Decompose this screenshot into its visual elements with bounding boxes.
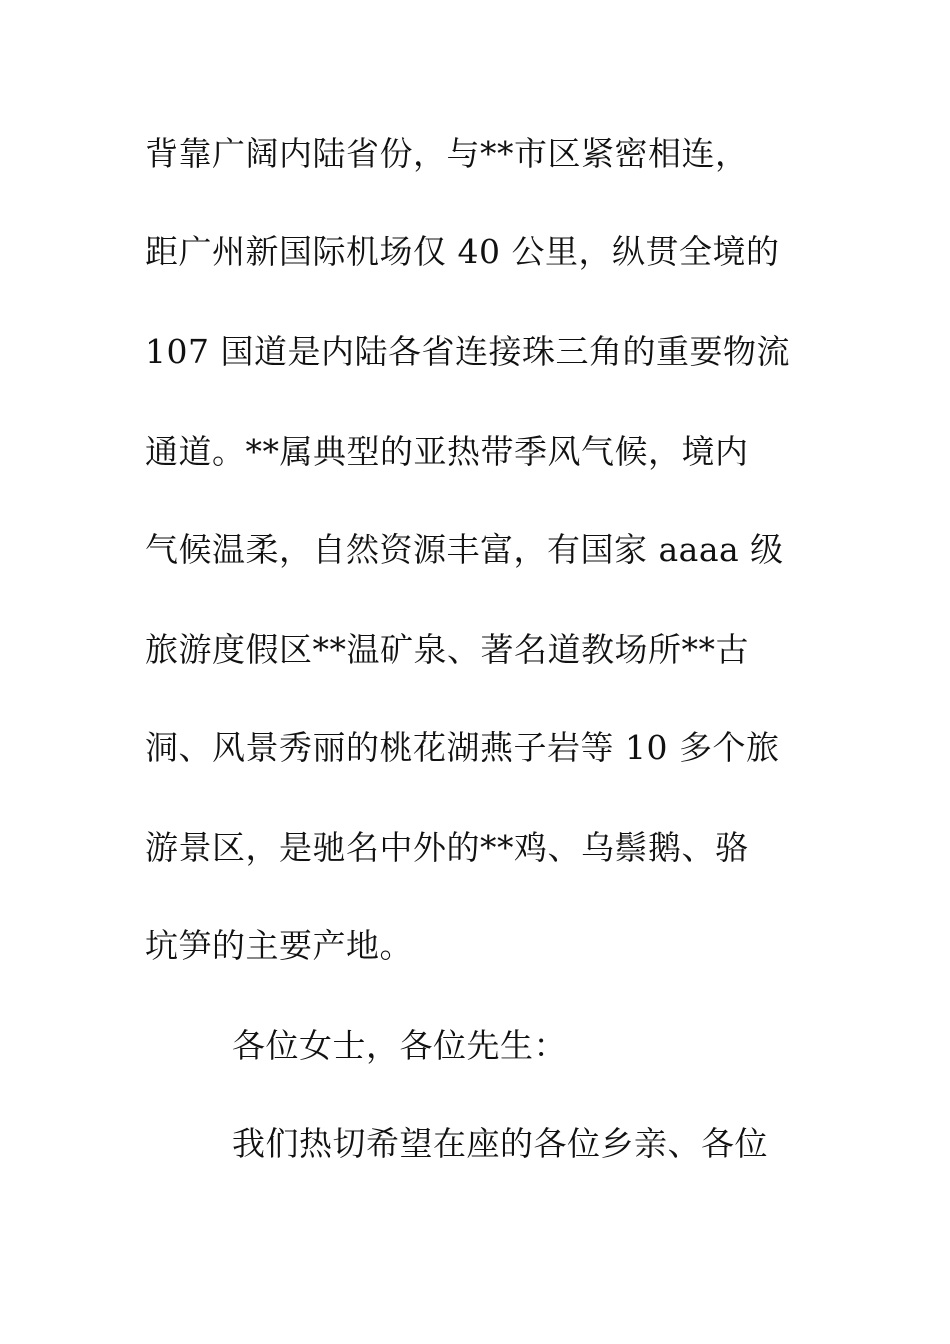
paragraph-line-1: 背靠广阔内陆省份，与**市区紧密相连， (145, 134, 749, 173)
closing-paragraph-line: 我们热切希望在座的各位乡亲、各位 (232, 1124, 768, 1163)
paragraph-line-2: 距广州新国际机场仅 40 公里，纵贯全境的 (145, 232, 780, 271)
paragraph-line-5: 气候温柔，自然资源丰富，有国家 aaaa 级 (145, 530, 784, 569)
paragraph-line-3: 107 国道是内陆各省连接珠三角的重要物流 (145, 332, 790, 371)
greeting-line: 各位女士，各位先生： (232, 1026, 567, 1065)
paragraph-line-9: 坑笋的主要产地。 (145, 926, 413, 965)
paragraph-line-4: 通道。**属典型的亚热带季风气候，境内 (145, 432, 749, 471)
paragraph-line-6: 旅游度假区**温矿泉、著名道教场所**古 (145, 630, 749, 669)
paragraph-line-7: 洞、风景秀丽的桃花湖燕子岩等 10 多个旅 (145, 728, 780, 767)
paragraph-line-8: 游景区，是驰名中外的**鸡、乌鬃鹅、骆 (145, 828, 749, 867)
